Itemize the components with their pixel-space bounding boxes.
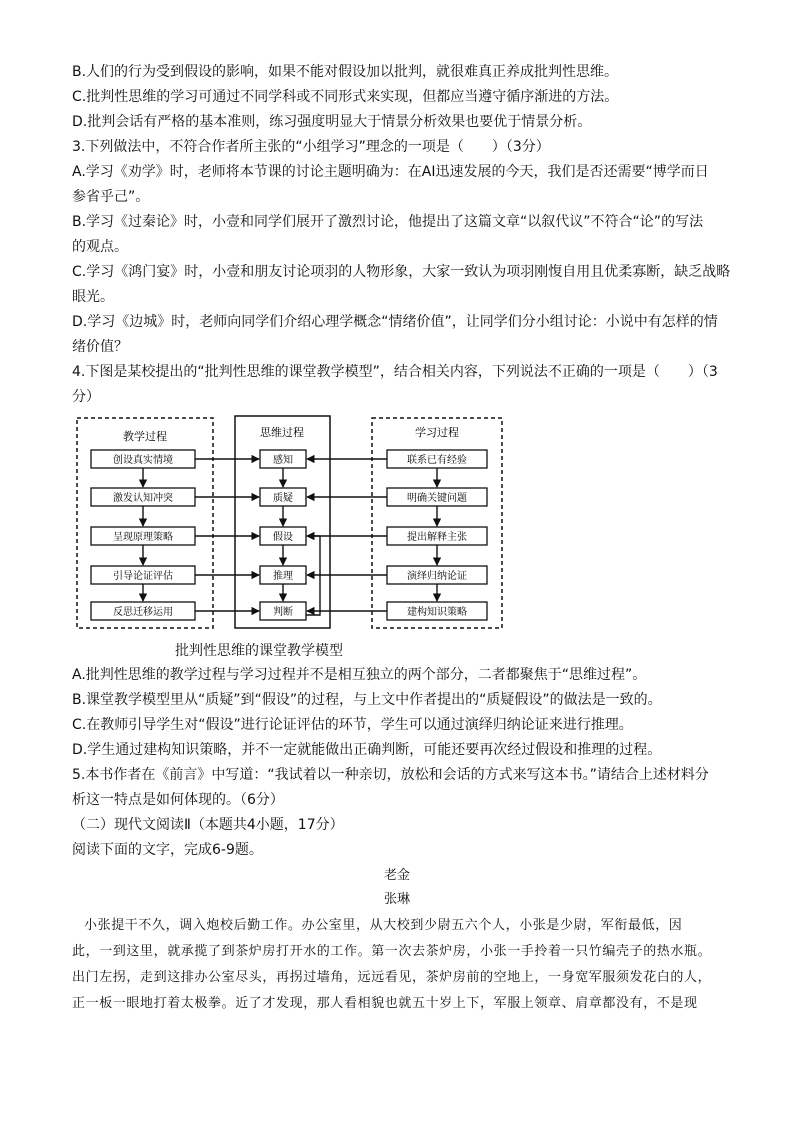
left-box-4: [91, 566, 195, 584]
right-box-4: [387, 566, 487, 584]
q3-option-a-cont: 参省乎己”。: [72, 189, 150, 205]
q4-option-d: D.学生通过建构知识策略，并不一定就能做出正确判断，可能还要再次经过假设和推理的过程。: [72, 742, 662, 758]
q3-option-a: A.学习《劝学》时，老师将本节课的讨论主题明确为：在AI迅速发展的今天，我们是否还需要“博学而日: [72, 164, 709, 180]
mid-box-1: [260, 450, 306, 468]
story-line-3: 出门左拐，走到这排办公室尽头，再拐过墙角，远远看见，茶炉房前的空地上，一身宽军服须发花白的人，: [72, 970, 712, 985]
q2-option-c: C.批判性思维的学习可通过不同学科或不同形式来实现，但都应当遵守循序渐进的方法。: [72, 89, 619, 105]
right-box-1: [387, 450, 487, 468]
mid-box-3: [260, 527, 306, 545]
q4-option-b: B.课堂教学模型里从“质疑”到“假设”的过程，与上文中作者提出的“质疑假设”的做法是一致的。: [72, 692, 662, 708]
right-box-2: [387, 488, 487, 506]
right-box-3: [387, 527, 487, 545]
svg-text:反思迁移运用: 反思迁移运用: [113, 607, 173, 618]
svg-text:演绎归纳论证: 演绎归纳论证: [407, 571, 467, 582]
svg-text:联系已有经验: 联系已有经验: [407, 455, 467, 466]
q3-option-b-cont: 的观点。: [72, 239, 128, 255]
col-left-title: 教学过程: [123, 430, 167, 443]
reading-instruction: 阅读下面的文字，完成6-9题。: [72, 842, 263, 858]
diagram-caption: 批判性思维的课堂教学模型: [175, 643, 343, 659]
mid-box-2: [260, 488, 306, 506]
svg-text:感知: 感知: [273, 455, 293, 466]
right-box-5: [387, 602, 487, 620]
q3-option-d: D.学习《边城》时，老师向同学们介绍心理学概念“情绪价值”，让同学们分小组讨论：小说中有怎样的情: [72, 314, 718, 330]
svg-text:呈现原理策略: 呈现原理策略: [113, 532, 173, 543]
q3-option-c: C.学习《鸿门宴》时，小壹和朋友讨论项羽的人物形象，大家一致认为项羽刚愎自用且优柔寡断，缺乏战略: [72, 264, 731, 280]
section-heading: （二）现代文阅读Ⅱ（本题共4小题，17分）: [72, 817, 344, 833]
q2-option-b: B.人们的行为受到假设的影响，如果不能对假设加以批判，就很难真正养成批判性思维。: [72, 64, 619, 80]
svg-text:建构知识策略: 建构知识策略: [407, 607, 467, 618]
q3-stem: 3.下列做法中，不符合作者所主张的“小组学习”理念的一项是（ ）（3分）: [72, 139, 550, 155]
q4-option-c: C.在教师引导学生对“假设”进行论证评估的环节，学生可以通过演绎归纳论证来进行推理。: [72, 717, 633, 733]
q4-option-a: A.批判性思维的教学过程与学习过程并不是相互独立的两个部分，二者都聚焦于“思维过程”。: [72, 667, 647, 683]
story-line-4: 正一板一眼地打着太极拳。近了才发现，那人看相貌也就五十岁上下，军服上领章、肩章都没有，不是现: [72, 996, 698, 1011]
q4-stem: 4.下图是某校提出的“批判性思维的课堂教学模型”，结合相关内容，下列说法不正确的一项是（ ）（3: [72, 364, 718, 380]
story-line-2: 此，一到这里，就承揽了到茶炉房打开水的工作。第一次去茶炉房，小张一手拎着一只竹编壳子的热水瓶。: [72, 944, 712, 959]
col-mid-title: 思维过程: [260, 426, 304, 439]
svg-text:激发认知冲突: 激发认知冲突: [113, 493, 173, 504]
svg-text:判断: 判断: [273, 607, 293, 618]
q2-option-d: D.批判会话有严格的基本准则，练习强度明显大于情景分析效果也要优于情景分析。: [72, 114, 592, 130]
q3-option-b: B.学习《过秦论》时，小壹和同学们展开了激烈讨论，他提出了这篇文章“以叙代议”不符合“论”的写法: [72, 214, 704, 230]
svg-text:引导论证评估: 引导论证评估: [113, 571, 173, 582]
story-title: 老金: [383, 868, 410, 883]
svg-text:明确关键问题: 明确关键问题: [407, 493, 467, 504]
q5-stem-cont: 析这一特点是如何体现的。（6分）: [72, 792, 284, 808]
svg-text:创设真实情境: 创设真实情境: [113, 455, 173, 466]
left-box-2: [91, 488, 195, 506]
left-box-1: [91, 450, 195, 468]
svg-text:推理: 推理: [273, 571, 293, 582]
mid-box-5: [260, 602, 306, 620]
mid-box-4: [260, 566, 306, 584]
story-line-1: 小张提干不久，调入炮校后勤工作。办公室里，从大校到少尉五六个人，小张是少尉，军衔最低，因: [84, 918, 683, 933]
left-box-5: [91, 602, 195, 620]
svg-text:提出解释主张: 提出解释主张: [407, 532, 467, 543]
svg-text:假设: 假设: [273, 532, 293, 543]
q3-option-c-cont: 眼光。: [72, 289, 114, 305]
q4-stem-cont: 分）: [72, 389, 100, 405]
story-author: 张琳: [383, 892, 410, 907]
q3-option-d-cont: 绪价值？: [72, 339, 128, 355]
svg-text:质疑: 质疑: [273, 493, 293, 504]
left-box-3: [91, 527, 195, 545]
teaching-model-diagram: [70, 410, 510, 640]
q5-stem: 5.本书作者在《前言》中写道：“我试着以一种亲切，放松和会话的方式来写这本书。”请结合上述材料分: [72, 767, 709, 783]
col-right-title: 学习过程: [415, 426, 459, 439]
